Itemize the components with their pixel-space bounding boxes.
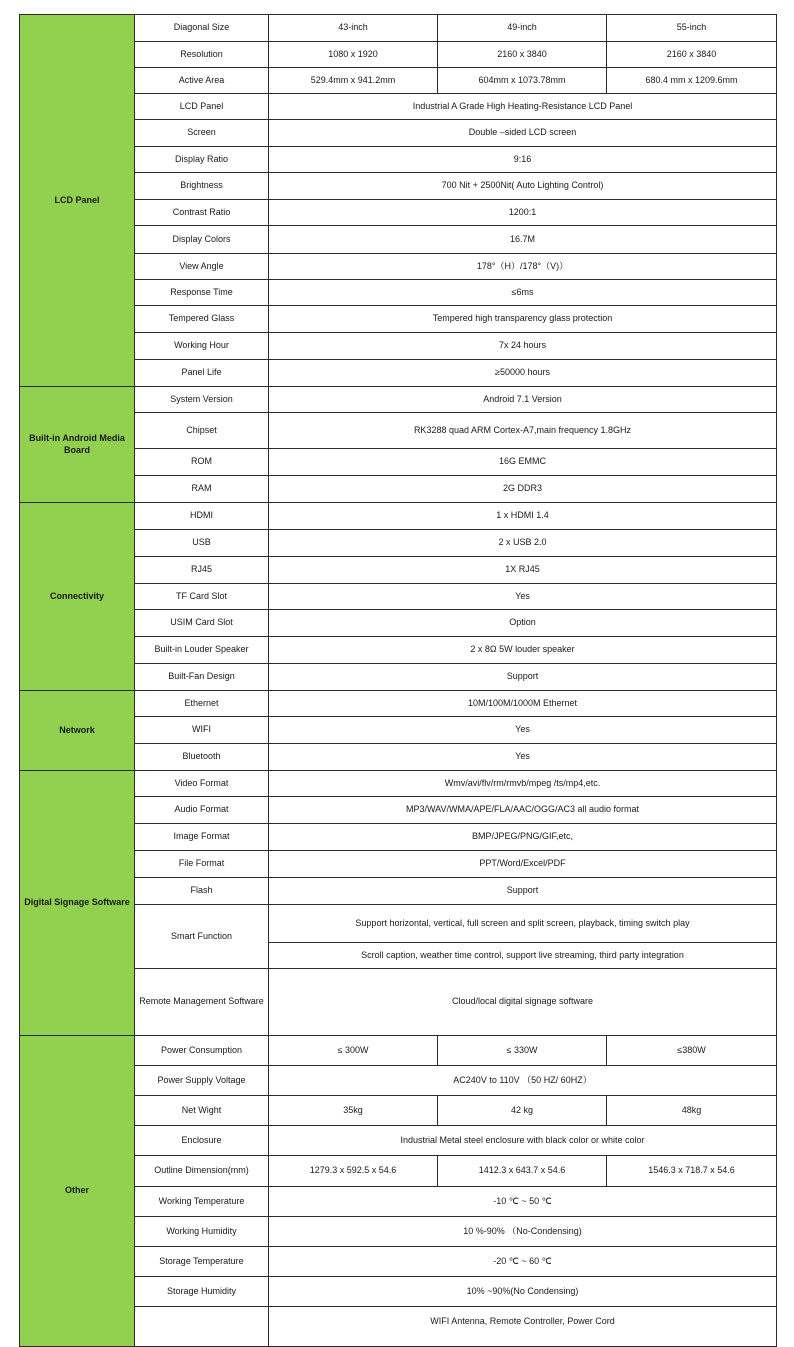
row-label: Ethernet <box>135 691 269 717</box>
table-row <box>20 503 777 530</box>
row-value: AC240V to 110V （50 HZ/ 60HZ） <box>269 1066 777 1096</box>
row-label: Storage Humidity <box>135 1277 269 1307</box>
table-row <box>20 771 777 797</box>
category-label: Other <box>20 1036 135 1347</box>
row-value: 10% ~90%(No Condensing) <box>269 1277 777 1307</box>
row-label: Chipset <box>135 413 269 449</box>
row-label: Storage Temperature <box>135 1247 269 1277</box>
row-value: Scroll caption, weather time control, support live streaming, third party integration <box>269 943 777 969</box>
row-value: 2 x 8Ω 5W louder speaker <box>269 637 777 664</box>
row-label: Remote Management Software <box>135 969 269 1036</box>
row-label: RAM <box>135 476 269 503</box>
row-label: Built-Fan Design <box>135 664 269 691</box>
row-label: TF Card Slot <box>135 584 269 610</box>
row-label: Brightness <box>135 173 269 200</box>
row-value: BMP/JPEG/PNG/GIF,etc, <box>269 824 777 851</box>
row-value: 1 x HDMI 1.4 <box>269 503 777 530</box>
row-value: 2G DDR3 <box>269 476 777 503</box>
row-label: WIFI <box>135 717 269 744</box>
row-value: 10M/100M/1000M Ethernet <box>269 691 777 717</box>
row-label: Screen <box>135 120 269 147</box>
row-value: 1080 x 1920 <box>269 42 438 68</box>
row-label: Power Consumption <box>135 1036 269 1066</box>
row-label: Bluetooth <box>135 744 269 771</box>
row-value: 35kg <box>269 1096 438 1126</box>
table-row <box>20 691 777 717</box>
spec-table <box>19 14 777 1347</box>
row-label: View Angle <box>135 254 269 280</box>
row-value: Industrial Metal steel enclosure with black color or white color <box>269 1126 777 1156</box>
row-value: 43-inch <box>269 15 438 42</box>
row-label: Working Humidity <box>135 1217 269 1247</box>
row-value: PPT/Word/Excel/PDF <box>269 851 777 878</box>
row-value: MP3/WAV/WMA/APE/FLA/AAC/OGG/AC3 all audio format <box>269 797 777 824</box>
row-label: USB <box>135 530 269 557</box>
row-value: Option <box>269 610 777 637</box>
row-value: 178°（H）/178°（V)） <box>269 254 777 280</box>
row-label: Panel Life <box>135 360 269 387</box>
row-label: Working Temperature <box>135 1187 269 1217</box>
category-label: Connectivity <box>20 503 135 691</box>
row-value: 604mm x 1073.78mm <box>438 68 607 94</box>
category-label: Built-in Android Media Board <box>20 387 135 503</box>
row-label: HDMI <box>135 503 269 530</box>
row-value: ≤ 300W <box>269 1036 438 1066</box>
row-value: Support horizontal, vertical, full screen and split screen, playback, timing switch play <box>269 905 777 943</box>
row-label: Net Wight <box>135 1096 269 1126</box>
row-value: Tempered high transparency glass protection <box>269 306 777 333</box>
row-value: 16G EMMC <box>269 449 777 476</box>
row-label: RJ45 <box>135 557 269 584</box>
spec-table-body <box>20 15 777 1347</box>
row-label: Flash <box>135 878 269 905</box>
row-label: Audio Format <box>135 797 269 824</box>
category-label: Network <box>20 691 135 771</box>
category-label: Digital Signage Software <box>20 771 135 1036</box>
row-value: 700 Nit + 2500Nit( Auto Lighting Control) <box>269 173 777 200</box>
row-label: Contrast Ratio <box>135 200 269 226</box>
row-value: 10 %-90% （No-Condensing) <box>269 1217 777 1247</box>
row-value: ≥50000 hours <box>269 360 777 387</box>
row-value: 1X RJ45 <box>269 557 777 584</box>
row-value: RK3288 quad ARM Cortex-A7,main frequency 1.8GHz <box>269 413 777 449</box>
row-label: Power Supply Voltage <box>135 1066 269 1096</box>
row-label: Diagonal Size <box>135 15 269 42</box>
row-label: Outline Dimension(mm) <box>135 1156 269 1187</box>
row-value: Yes <box>269 744 777 771</box>
row-value: -10 ℃ ~ 50 ℃ <box>269 1187 777 1217</box>
row-value: 1412.3 x 643.7 x 54.6 <box>438 1156 607 1187</box>
table-row <box>20 1036 777 1066</box>
row-value: 529.4mm x 941.2mm <box>269 68 438 94</box>
row-label: Enclosure <box>135 1126 269 1156</box>
row-label: Tempered Glass <box>135 306 269 333</box>
table-row <box>20 15 777 42</box>
category-label: LCD Panel <box>20 15 135 387</box>
row-value: -20 ℃ ~ 60 ℃ <box>269 1247 777 1277</box>
row-value: 2160 x 3840 <box>607 42 777 68</box>
row-label: System Version <box>135 387 269 413</box>
row-value: 9:16 <box>269 147 777 173</box>
row-value: Support <box>269 878 777 905</box>
row-label: Display Ratio <box>135 147 269 173</box>
row-value: Yes <box>269 584 777 610</box>
row-value: 49-inch <box>438 15 607 42</box>
row-value: 1200:1 <box>269 200 777 226</box>
row-label: Video Format <box>135 771 269 797</box>
row-label: Built-in Louder Speaker <box>135 637 269 664</box>
row-value: 48kg <box>607 1096 777 1126</box>
row-value: ≤380W <box>607 1036 777 1066</box>
row-value: Yes <box>269 717 777 744</box>
row-value: ≤ 330W <box>438 1036 607 1066</box>
row-label: Resolution <box>135 42 269 68</box>
row-label: Working Hour <box>135 333 269 360</box>
row-value: 42 kg <box>438 1096 607 1126</box>
row-label <box>135 1307 269 1347</box>
row-value: Support <box>269 664 777 691</box>
row-value: 55-inch <box>607 15 777 42</box>
row-value: 16.7M <box>269 226 777 254</box>
row-value: WIFI Antenna, Remote Controller, Power Cord <box>269 1307 777 1347</box>
row-value: 2 x USB 2.0 <box>269 530 777 557</box>
row-label: Active Area <box>135 68 269 94</box>
row-value: Industrial A Grade High Heating-Resistance LCD Panel <box>269 94 777 120</box>
row-label: Smart Function <box>135 905 269 969</box>
row-value: 680.4 mm x 1209.6mm <box>607 68 777 94</box>
row-value: Double –sided LCD screen <box>269 120 777 147</box>
row-value: 7x 24 hours <box>269 333 777 360</box>
row-value: Cloud/local digital signage software <box>269 969 777 1036</box>
row-value: 1546.3 x 718.7 x 54.6 <box>607 1156 777 1187</box>
row-label: Image Format <box>135 824 269 851</box>
row-value: Wmv/avi/flv/rm/rmvb/mpeg /ts/mp4,etc. <box>269 771 777 797</box>
table-row <box>20 387 777 413</box>
row-label: ROM <box>135 449 269 476</box>
row-value: Android 7.1 Version <box>269 387 777 413</box>
row-label: USIM Card Slot <box>135 610 269 637</box>
row-label: Display Colors <box>135 226 269 254</box>
row-label: Response Time <box>135 280 269 306</box>
row-value: ≤6ms <box>269 280 777 306</box>
row-value: 1279.3 x 592.5 x 54.6 <box>269 1156 438 1187</box>
row-label: LCD Panel <box>135 94 269 120</box>
row-label: File Format <box>135 851 269 878</box>
row-value: 2160 x 3840 <box>438 42 607 68</box>
